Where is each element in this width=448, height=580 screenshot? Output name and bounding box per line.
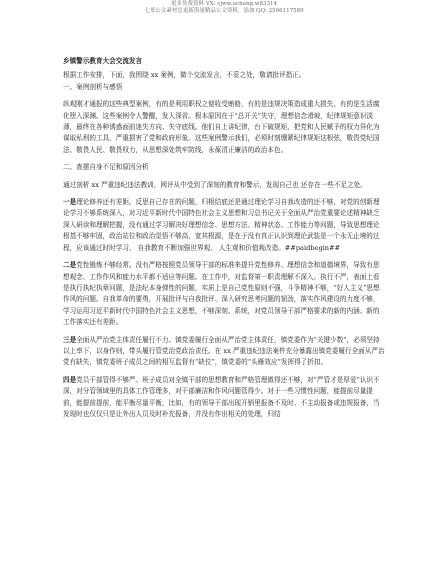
paragraph-point-4: [63, 375, 385, 421]
point-3-text: 全面从严治党主体责任履行不力。镇党委履行全面从严治党主体责任，镇党委作为“关键少数”，必须坚持以上率下，以身作则，带头履行管党治党政治责任。在 xx 严重违纪违法案件充分暴露出镇党委履行全面从严治党有缺失，镇党委班子成员之间的相互监督有“缺位”，镇党委的“头雁效应”发挥得了折扣。: [63, 335, 385, 367]
page-header: [0, 0, 448, 15]
point-4-text: 党员干部管得不够严。班子成员对全镇干部的思想教育和严格管理做得还不够，对“严管才是厚爱”认识不深，对分管领域里的具体工作管理多，对干部廉洁和作风问题管得少。对于一些习惯性问题，能提前尽量提前，能提前提前，能平衡尽量平衡，比如，有的领导干部出现开销里报备不及时、不主动报备或违规报备，当发现时也仅仅只是让外出人员及时补充报备，并没有作出相关的处理，归结: [63, 375, 380, 418]
paragraph-point-3: [63, 335, 385, 369]
paragraph-self-review: 通过剖析 xx 严重违纪违法教训，网评从中受到了深刻的教育和警示，发现自己也 还存在一些不足之处。: [63, 180, 367, 189]
point-2-lead: 二是: [63, 261, 77, 270]
intro-paragraph: 根据工作安排，下面，我围绕 xx 案例，做个交流发言，不妥之处，敬请批评指正。: [63, 71, 306, 80]
document-body: [63, 56, 385, 420]
header-line-2: 七哥公文素材总更新海量精品公文资料，添加 QQ: 2506117589: [144, 8, 304, 14]
point-1-text: 理论修养还有差距。反思自己存在的问题，归根结底还是通过理论学习自我改造的还不够，对党的创新理论学习不够系统深入，对习近平新时代中国特色社会主义思想和习总书记关于全面从严治党重要论述精神缺乏深入研读和理解把握，没有通过学习解决好理想信念、思想方法、精神状态、工作能力等问题，导致思想理论根基不够牢固，政治站位和政治觉悟不够高，宽其根源，是在于没有真正认识到理论武装是一个永无止境的过程，应该通过时时学习、 自我教育不断加强世界观、 人生观和价值观改造。##paidbegin##: [63, 198, 380, 252]
point-2-text: 党性锻炼不够经常。没有严格按照党员领导干部的标准来提升党性修养、理想信念和道德境界，导致有思想观念、工作作风和能力水平都不适应等问题。在工作中，对监督第一职责理解不深入、执行不严，表面上看是执行执纪执章问题，是法纪本身弹性的问题，实质上是自己党性原则不强，斗争精神不够，“好人主义”思想作风的问题。自我革命的要勇，开展批评与自我批评、深入研究思考问题的韧劲，落实作风建设的力度不够，学习运用习近平新时代中国特色社会主义思想，不够深刻、系统，对党员领导干部严格要求的新的内涵、新的工作落实还有差距。: [63, 261, 380, 327]
paragraph-case-analysis: 纵观刚才通报的这些典型案例，有的是利用职权之便收受贿赂，有的是违规决策造成重大损失，有的是生活腐化堕入深渊。这些案例令人警醒，发人深省。根本原因在于“总开关”失守，理想信念滑坡，纪律规矩意识淡薄，最终在各种诱惑面前迷失方向、失守底线。他们自上讲纪律，台下破规矩，把党和人民赋予的权力异化为谋取私利的工具，严重损害了党和政府形象。这些案例警示我们，必须时刻绷紧纪律规矩这根弦，敬畏党纪国法、敬畏人民、敬畏权力，从思想深处筑牢防线，永葆清正廉洁的政治本色。: [63, 100, 380, 154]
section-heading-1: 一、案例剖析与感悟: [63, 82, 123, 91]
document-title: 乡镇警示教育大会交流发言: [63, 57, 143, 65]
section-heading-2: 二、查摆自身不足和原因分析: [63, 163, 149, 172]
point-4-lead: 四是: [63, 375, 77, 384]
point-1-lead: 一是: [63, 198, 77, 207]
paragraph-point-2: [63, 260, 385, 328]
point-3-lead: 三是: [63, 335, 77, 344]
header-line-1: 更多免费资料 VX: cjww.ucheng.w83314: [171, 1, 277, 7]
paragraph-point-1: [63, 197, 385, 254]
